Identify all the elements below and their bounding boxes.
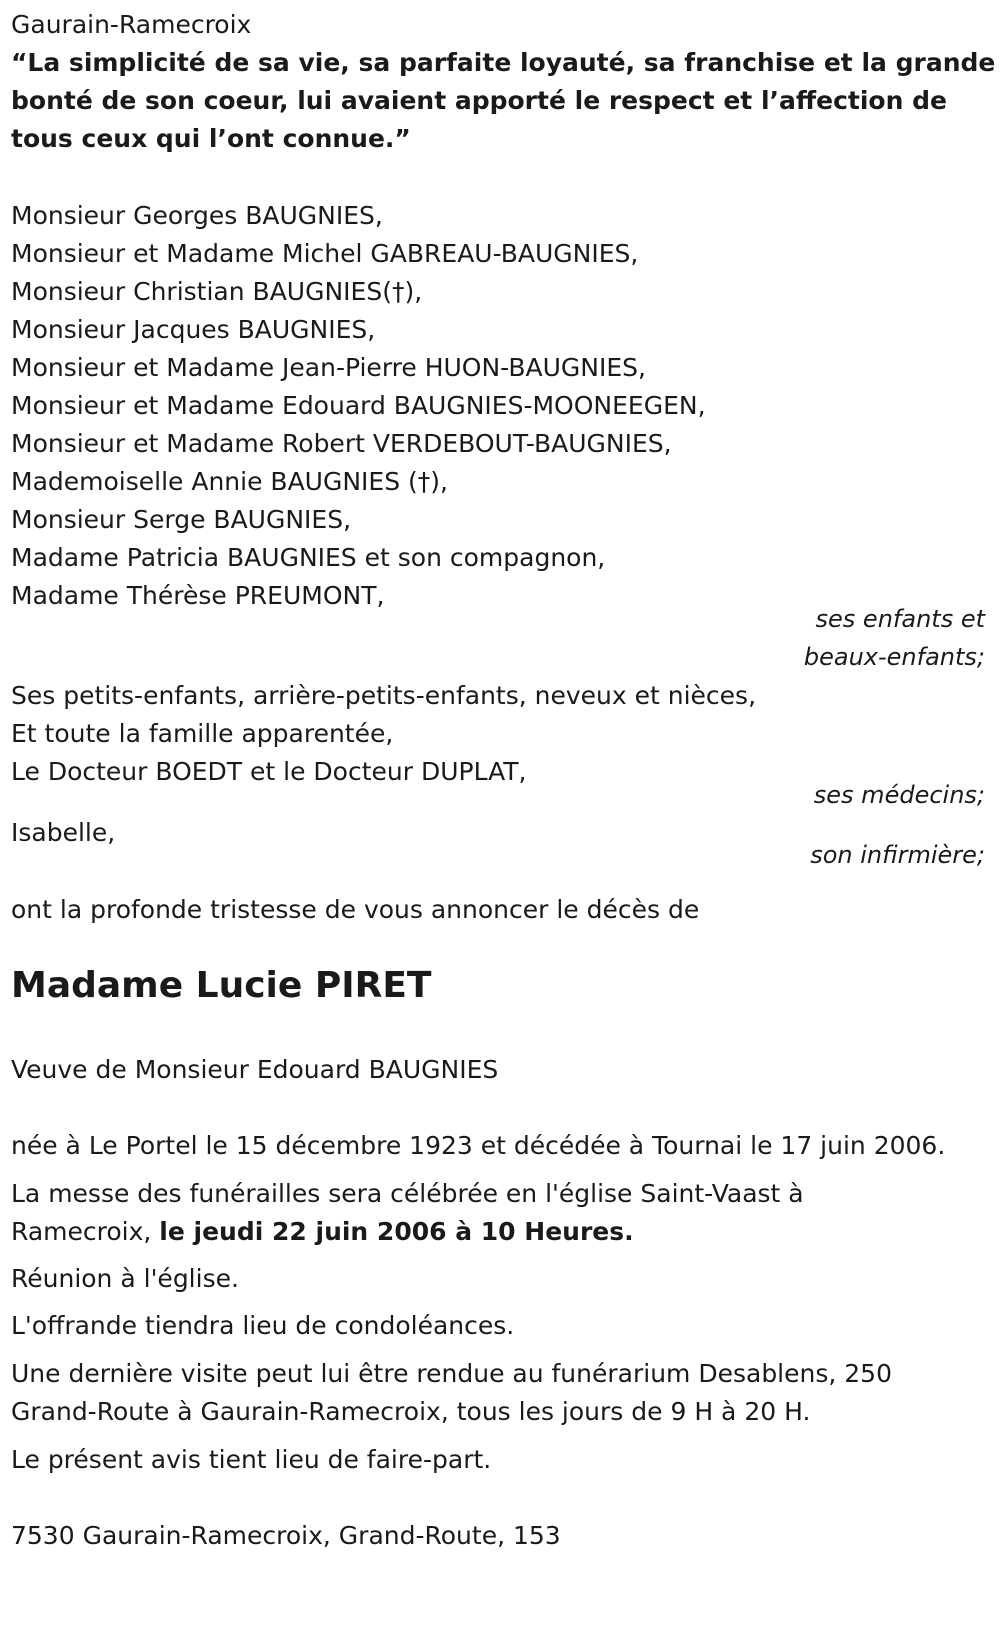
- family-member: Monsieur et Madame Edouard BAUGNIES-MOONEEGEN,: [11, 391, 706, 420]
- meeting-line: Réunion à l'église.: [11, 1264, 239, 1293]
- children-label: ses enfants et: [815, 605, 985, 633]
- notice-line: Le présent avis tient lieu de faire-part.: [11, 1445, 492, 1474]
- doctors-line: Le Docteur BOEDT et le Docteur DUPLAT,: [11, 757, 527, 786]
- funeral-line: La messe des funérailles sera célébrée en l'église Saint-Vaast à: [11, 1179, 804, 1208]
- address-line: 7530 Gaurain-Ramecroix, Grand-Route, 153: [11, 1521, 561, 1550]
- family-member: Madame Patricia BAUGNIES et son compagnon,: [11, 543, 606, 572]
- quote-line: “La simplicité de sa vie, sa parfaite loyauté, sa franchise et la grande: [11, 48, 996, 77]
- relatives-line: Ses petits-enfants, arrière-petits-enfants, neveux et nièces,: [11, 681, 757, 710]
- children-label: beaux-enfants;: [803, 643, 985, 671]
- quote-line: bonté de son coeur, lui avaient apporté le respect et l’affection de: [11, 86, 947, 115]
- family-member: Mademoiselle Annie BAUGNIES (†),: [11, 467, 448, 496]
- funeral-place: Ramecroix,: [11, 1217, 160, 1246]
- family-member: Monsieur Georges BAUGNIES,: [11, 201, 383, 230]
- family-member: Monsieur et Madame Jean-Pierre HUON-BAUGNIES,: [11, 353, 646, 382]
- visit-line: Une dernière visite peut lui être rendue au funérarium Desablens, 250: [11, 1359, 892, 1388]
- birth-death-line: née à Le Portel le 15 décembre 1923 et décédée à Tournai le 17 juin 2006.: [11, 1131, 946, 1160]
- quote-line: tous ceux qui l’ont connue.”: [11, 124, 411, 153]
- deceased-name: Madame Lucie PIRET: [11, 965, 432, 1006]
- visit-line: Grand-Route à Gaurain-Ramecroix, tous les jours de 9 H à 20 H.: [11, 1397, 811, 1426]
- offering-line: L'offrande tiendra lieu de condoléances.: [11, 1311, 515, 1340]
- family-member: Monsieur Christian BAUGNIES(†),: [11, 277, 423, 306]
- family-member: Monsieur Serge BAUGNIES,: [11, 505, 352, 534]
- announcement-intro: ont la profonde tristesse de vous annoncer le décès de: [11, 895, 700, 924]
- nurse-line: Isabelle,: [11, 818, 116, 847]
- funeral-line: [11, 1219, 634, 1244]
- family-member: Monsieur Jacques BAUGNIES,: [11, 315, 376, 344]
- relatives-line: Et toute la famille apparentée,: [11, 719, 394, 748]
- family-member: Madame Thérèse PREUMONT,: [11, 581, 385, 610]
- nurse-label: son infirmière;: [810, 841, 985, 869]
- family-member: Monsieur et Madame Michel GABREAU-BAUGNIES,: [11, 239, 639, 268]
- doctors-label: ses médecins;: [813, 781, 985, 809]
- location-heading: Gaurain-Ramecroix: [11, 10, 252, 39]
- family-member: Monsieur et Madame Robert VERDEBOUT-BAUGNIES,: [11, 429, 672, 458]
- funeral-date: le jeudi 22 juin 2006 à 10 Heures.: [159, 1217, 634, 1246]
- widow-of: Veuve de Monsieur Edouard BAUGNIES: [11, 1055, 499, 1084]
